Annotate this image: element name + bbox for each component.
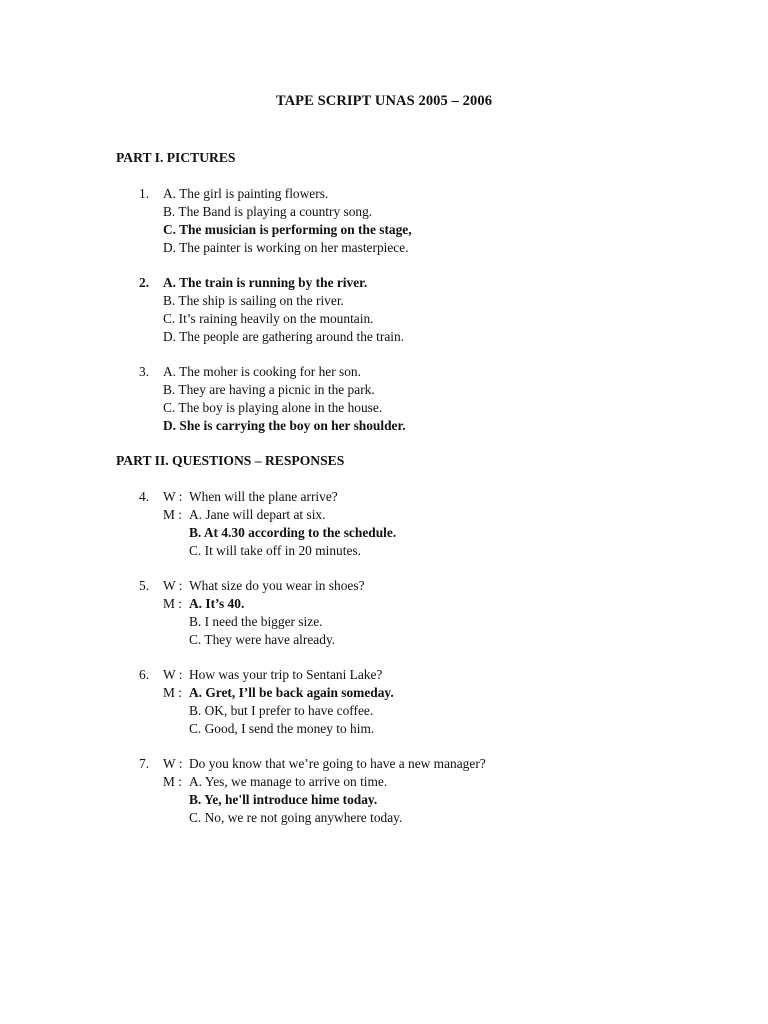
item-4-m-label: M : — [163, 507, 182, 522]
item-6-response-b: B. OK, but I prefer to have coffee. — [189, 703, 374, 718]
item-2-option-b: B. The ship is sailing on the river. — [163, 293, 344, 308]
page-title: TAPE SCRIPT UNAS 2005 – 2006 — [275, 93, 493, 109]
item-3-option-d: D. She is carrying the boy on her shoulder. — [163, 418, 406, 433]
item-7-response-c: C. No, we re not going anywhere today. — [189, 810, 403, 825]
item-1-option-d: D. The painter is working on her masterpiece. — [163, 240, 409, 255]
item-7-m-label: M : — [163, 774, 182, 789]
item-6-number: 6. — [139, 667, 150, 682]
item-6-response-c: C. Good, I send the money to him. — [189, 721, 375, 736]
item-7-response-b: B. Ye, he'll introduce hime today. — [189, 792, 378, 807]
item-6-response-a: A. Gret, I’ll be back again someday. — [189, 685, 394, 700]
item-7-number: 7. — [139, 756, 150, 771]
item-2-option-a: A. The train is running by the river. — [163, 275, 368, 290]
item-3-option-b: B. They are having a picnic in the park. — [163, 382, 375, 397]
item-5-response-a: A. It’s 40. — [189, 596, 245, 611]
item-5-w-label: W : — [163, 578, 183, 593]
item-6-question: How was your trip to Sentani Lake? — [189, 667, 383, 682]
item-5-response-c: C. They were have already. — [189, 632, 336, 647]
item-4-response-a: A. Jane will depart at six. — [189, 507, 326, 522]
item-6-w-label: W : — [163, 667, 183, 682]
item-6-m-label: M : — [163, 685, 182, 700]
item-5-number: 5. — [139, 578, 150, 593]
part1-heading: PART I. PICTURES — [116, 150, 236, 165]
item-7-question: Do you know that we’re going to have a new manager? — [189, 756, 486, 771]
item-2-option-d: D. The people are gathering around the train. — [163, 329, 405, 344]
item-5-question: What size do you wear in shoes? — [189, 578, 365, 593]
item-1-option-b: B. The Band is playing a country song. — [163, 204, 373, 219]
item-7-w-label: W : — [163, 756, 183, 771]
item-3-option-a: A. The moher is cooking for her son. — [163, 364, 361, 379]
item-5-m-label: M : — [163, 596, 182, 611]
item-4-w-label: W : — [163, 489, 183, 504]
item-1-option-a: A. The girl is painting flowers. — [163, 186, 329, 201]
item-2-option-c: C. It’s raining heavily on the mountain. — [163, 311, 374, 326]
item-1-option-c: C. The musician is performing on the stage, — [163, 222, 412, 237]
item-3-option-c: C. The boy is playing alone in the house. — [163, 400, 383, 415]
item-7-response-a: A. Yes, we manage to arrive on time. — [189, 774, 388, 789]
item-3-number: 3. — [139, 364, 150, 379]
item-1-number: 1. — [139, 186, 150, 201]
item-4-question: When will the plane arrive? — [189, 489, 338, 504]
item-5-response-b: B. I need the bigger size. — [189, 614, 323, 629]
item-2-number: 2. — [139, 275, 150, 290]
item-4-response-b: B. At 4.30 according to the schedule. — [189, 525, 397, 540]
item-4-response-c: C. It will take off in 20 minutes. — [189, 543, 361, 558]
part2-heading: PART II. QUESTIONS – RESPONSES — [116, 453, 345, 468]
item-4-number: 4. — [139, 489, 150, 504]
